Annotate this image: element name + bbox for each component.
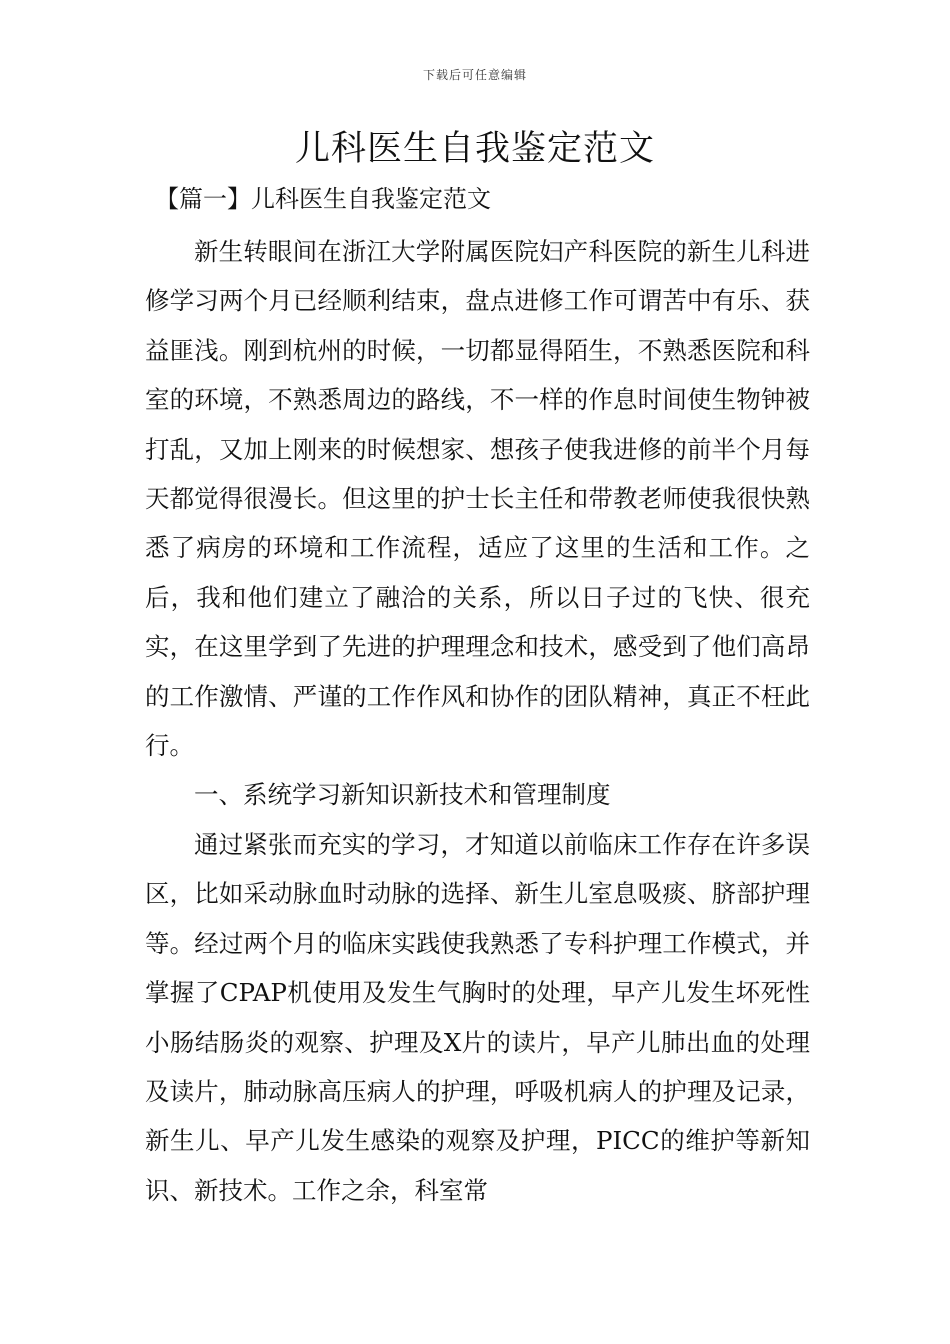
header-note: 下载后可任意编辑: [422, 68, 527, 82]
paragraph-intro: 新生转眼间在浙江大学附属医院妇产科医院的新生儿科进修学习两个月已经顺利结束，盘点进修工作可谓苦中有乐、获益匪浅。刚到杭州的时候，一切都显得陌生，不熟悉医院和科室的环境，不熟悉周边的路线，不一样的作息时间使生物钟被打乱，又加上刚来的时候想家、想孩子使我进修的前半个月每天都觉得很漫长。但这里的护士长主任和带教老师使我很快熟悉了病房的环境和工作流程，适应了这里的生活和工作。之后，我和他们建立了融洽的关系，所以日子过的飞快、很充实，在这里学到了先进的护理理念和技术，感受到了他们高昂的工作激情、严谨的工作作风和协作的团队精神，真正不枉此行。: [145, 237, 810, 761]
paragraph-subheading: 一、系统学习新知识新技术和管理制度: [194, 780, 611, 810]
body-text: [145, 227, 810, 1215]
document-title: 儿科医生自我鉴定范文: [294, 129, 655, 169]
paragraph-learning: 通过紧张而充实的学习，才知道以前临床工作存在许多误区，比如采动脉血时动脉的选择、新生儿室息吸痰、脐部护理等。经过两个月的临床实践使我熟悉了专科护理工作模式，并掌握了CPAP机使用及发生气胸时的处理，早产儿发生坏死性小肠结肠炎的观察、护理及X片的读片，早产儿肺出血的处理及读片，肺动脉高压病人的护理，呼吸机病人的护理及记录，新生儿、早产儿发生感染的观察及护理，PICC的维护等新知识、新技术。工作之余，科室常: [145, 829, 810, 1205]
section-heading: 【篇一】儿科医生自我鉴定范文: [155, 185, 491, 213]
